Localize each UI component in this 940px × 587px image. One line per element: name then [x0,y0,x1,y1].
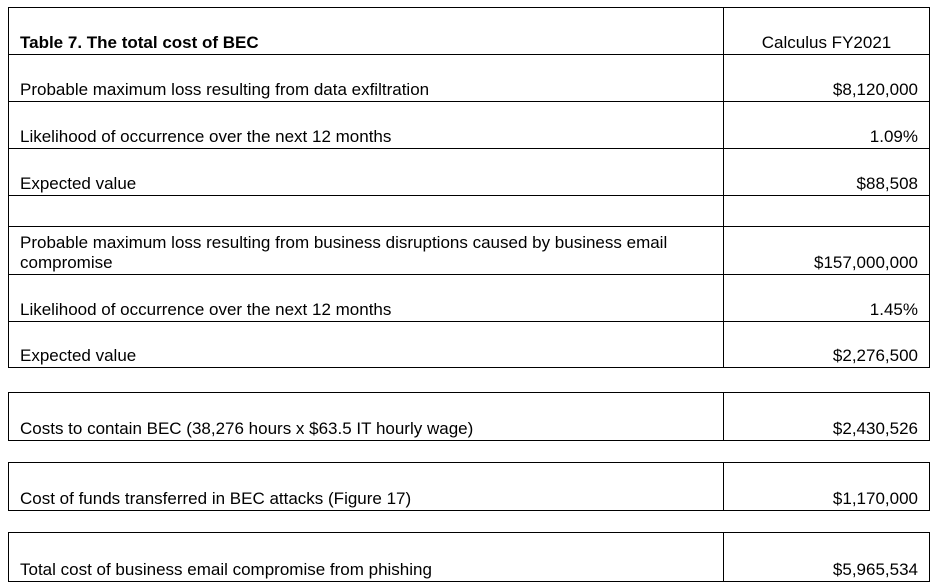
cost-table-main [8,7,930,368]
spacer-row [9,196,930,227]
row-label: Cost of funds transferred in BEC attacks (Figure 17) [9,463,724,511]
row-label: Probable maximum loss resulting from business disruptions caused by business email compromise [9,227,724,275]
cost-table-containment [8,392,930,441]
table-row [9,227,930,275]
table-row [9,393,930,441]
row-value: $157,000,000 [724,227,930,275]
row-label: Total cost of business email compromise from phishing [9,533,724,582]
row-value: $5,965,534 [724,533,930,582]
table-row-total [9,533,930,582]
row-value: $8,120,000 [724,55,930,102]
column-header: Calculus FY2021 [724,8,930,55]
row-value: $1,170,000 [724,463,930,511]
row-value: 1.09% [724,102,930,149]
row-value: $2,276,500 [724,322,930,368]
table-header-row [9,8,930,55]
row-label: Expected value [9,149,724,196]
cost-table-funds [8,462,930,511]
table-row [9,463,930,511]
row-label: Likelihood of occurrence over the next 12 months [9,102,724,149]
table-row [9,275,930,322]
table-title: Table 7. The total cost of BEC [9,8,724,55]
row-value: $88,508 [724,149,930,196]
table-row [9,322,930,368]
row-label: Expected value [9,322,724,368]
table-row [9,102,930,149]
row-label: Costs to contain BEC (38,276 hours x $63.5 IT hourly wage) [9,393,724,441]
table-row [9,55,930,102]
table-row [9,149,930,196]
row-label: Probable maximum loss resulting from data exfiltration [9,55,724,102]
cost-table-total [8,532,930,582]
row-label: Likelihood of occurrence over the next 12 months [9,275,724,322]
row-value: $2,430,526 [724,393,930,441]
row-value: 1.45% [724,275,930,322]
